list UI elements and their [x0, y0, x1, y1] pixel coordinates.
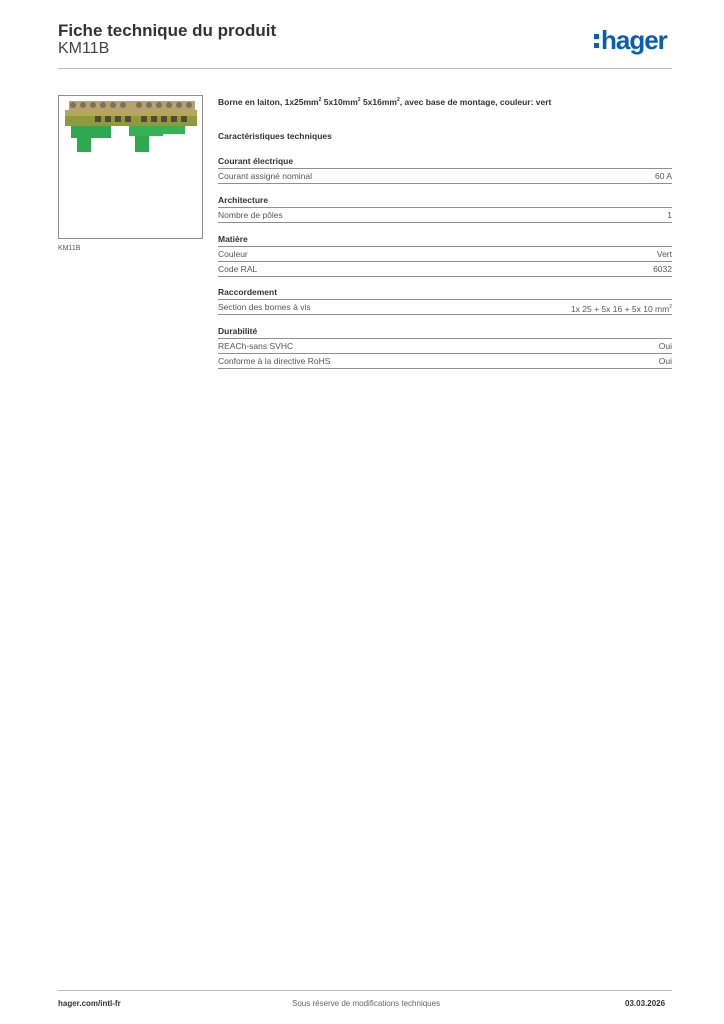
spec-row — [218, 169, 672, 184]
footer-website-link[interactable]: hager.com/intl-fr — [58, 999, 121, 1008]
image-caption: KM11B — [58, 245, 81, 252]
spec-section-raccordement — [218, 286, 672, 315]
spec-label: REACh-sans SVHC — [218, 341, 294, 351]
footer-date: 03.03.2026 — [625, 999, 666, 1008]
logo-dots-icon — [594, 34, 599, 50]
header-divider — [58, 68, 672, 69]
product-description: Borne en laiton, $1x25mm^2$ $5x10mm^2$ $5x16mm^2$, avec base de montage, couleur: vert — [218, 97, 552, 107]
spec-value: 6032 — [653, 264, 672, 274]
product-image-frame — [58, 95, 203, 239]
spec-section-durabilite — [218, 325, 672, 369]
spec-value: 1x 25 + 5x 16 + 5x 10 $mm^2$ — [570, 303, 672, 314]
section-heading: Courant électrique — [218, 155, 672, 169]
logo-text: hager — [601, 25, 667, 55]
spec-label: Nombre de pôles — [218, 210, 283, 220]
spec-value: 60 A — [654, 171, 672, 181]
spec-value: Oui — [658, 356, 672, 366]
spec-row — [218, 339, 672, 354]
spec-label: Section des bornes à vis — [218, 302, 311, 312]
spec-value: Vert — [656, 249, 672, 259]
section-heading: Matière — [218, 233, 672, 247]
spec-label: Code RAL — [218, 264, 258, 274]
spec-row — [218, 300, 672, 315]
spec-section-courant — [218, 155, 672, 184]
section-heading: Durabilité — [218, 325, 672, 339]
footer-divider — [58, 990, 672, 991]
spec-label: Courant assigné nominal — [218, 171, 313, 181]
spec-label: Couleur — [218, 249, 248, 259]
spec-label: Conforme à la directive RoHS — [218, 356, 331, 366]
spec-value: Oui — [658, 341, 672, 351]
spec-row — [218, 262, 672, 277]
footer-disclaimer: Sous réserve de modifications techniques — [292, 999, 441, 1008]
product-code: KM11B — [58, 40, 110, 57]
spec-row — [218, 208, 672, 223]
section-heading: Raccordement — [218, 286, 672, 300]
spec-section-architecture — [218, 194, 672, 223]
spec-value: 1 — [667, 210, 672, 220]
document-title: Fiche technique du produit — [58, 21, 277, 40]
product-image — [59, 96, 202, 238]
spec-row — [218, 247, 672, 262]
specs-title: Caractéristiques techniques — [218, 131, 332, 141]
spec-section-matiere — [218, 233, 672, 277]
spec-row — [218, 354, 672, 369]
section-heading: Architecture — [218, 194, 672, 208]
